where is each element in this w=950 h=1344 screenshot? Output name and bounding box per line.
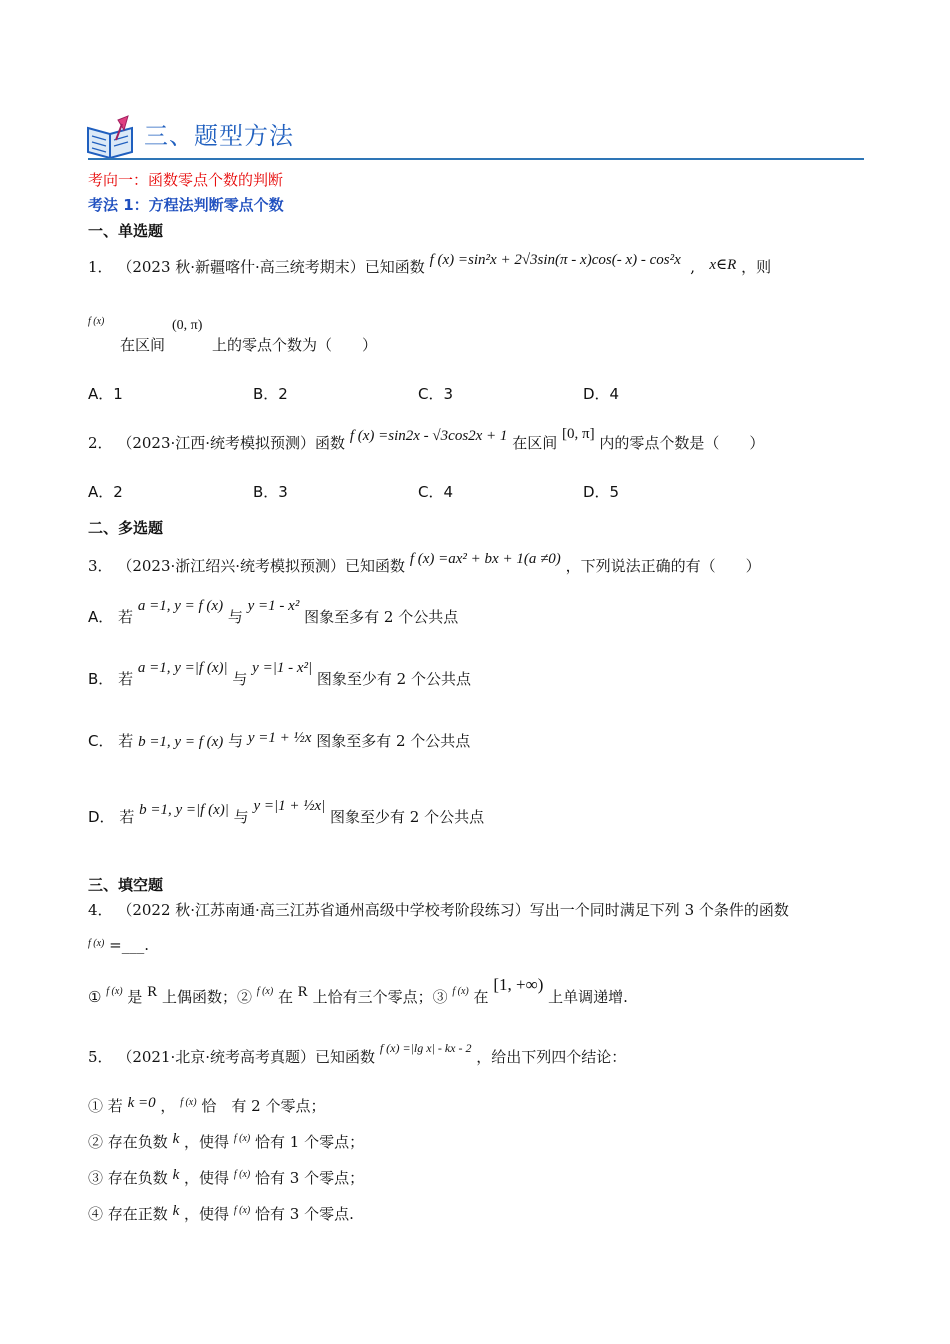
q1-option-b[interactable]: B．2 [253,385,288,403]
section-fill-in: 三、填空题 [88,876,164,894]
q3-option-c-post: 图象至多有 2 个公共点 [316,732,471,750]
question-1: 1． （2023 秋·新疆喀什·高三统考期末）已知函数 f (x) =sin²x + 2√3sin(π - x)cos(- x) - cos²x , x∈R ，则 [88,252,772,276]
q5-item-3 [88,1167,364,1188]
q4-cond3-fx: f (x) [452,986,469,997]
question-3 [88,551,761,576]
section-single-choice: 一、单选题 [88,222,164,240]
q3-option-b-post: 图象至少有 2 个公共点 [316,670,471,688]
q3-option-a[interactable] [88,598,459,627]
q3-option-d[interactable] [88,798,485,827]
q3-option-c-curve: y =1 + ½x [247,730,312,746]
q5-item-3-fx: f (x) [233,1169,251,1180]
q5-item-4-k: k [172,1203,180,1219]
q2-option-b[interactable]: B．3 [253,483,288,501]
q4-number: 4． [88,901,113,919]
section-multi-choice: 二、多选题 [88,519,164,537]
q3-option-c[interactable] [88,730,470,751]
q5-item-4 [88,1203,354,1224]
q5-item-1-k: k =0 [127,1095,156,1111]
header-divider [88,158,864,160]
q5-formula: f (x) =|lg x| - kx - 2 [379,1041,472,1055]
q2-option-a[interactable]: A．2 [88,483,123,501]
q3-option-d-letter: D． [88,808,115,826]
q5-item-1-mark: ① [88,1097,104,1115]
q2-interval: [0, π] [562,426,595,442]
q4-cond3-c: 上单调递增. [548,988,628,1006]
q1-tail: 上的零点个数为（ ） [212,336,378,354]
q4-cond2-fx: f (x) [256,986,274,997]
q5-item-3-post: 恰有 3 个零点； [255,1169,365,1187]
q3-option-d-mid: 与 [233,808,249,826]
question-1-line2b [120,334,165,355]
q4-cond2-c: 上恰有三个零点；③ [312,988,448,1006]
q1-mid: 在区间 [120,336,166,354]
q3-option-b-curve: y =|1 - x²| [252,660,313,676]
q2-tail: 内的零点个数是（ ） [599,434,765,452]
q3-formula: f (x) =ax² + bx + 1(a ≠0) [409,551,561,567]
q1-option-a[interactable]: A．1 [88,385,123,403]
q3-option-b-letter: B． [88,670,114,688]
q5-item-3-mark: ③ [88,1169,104,1187]
q5-number: 5． [88,1048,113,1066]
q3-tail: ，下列说法正确的有（ ） [565,557,761,575]
q1-option-d[interactable]: D．4 [583,385,620,403]
method-heading: 考法 1：方程法判断零点个数 [88,196,284,214]
q3-option-d-curve: y =|1 + ½x| [253,798,326,814]
q2-number: 2． [88,434,113,452]
q5-item-2 [88,1131,364,1152]
q1-domain: x∈R [709,257,737,273]
q5-item-4-sep: ，使得 [184,1205,230,1223]
q3-option-d-cond: b =1, y =|f (x)| [139,802,229,818]
q5-item-1 [88,1095,325,1116]
q3-option-b-mid: 与 [232,670,248,688]
q3-option-b[interactable] [88,660,471,689]
q5-item-3-pre: 存在负数 [107,1169,168,1187]
q1-interval: (0, π) [172,318,203,333]
question-2 [88,426,765,453]
q3-option-c-mid: 与 [228,732,244,750]
q5-item-2-post: 恰有 1 个零点； [255,1133,365,1151]
q3-option-b-pre: 若 [118,670,134,688]
q3-option-a-cond: a =1, y = f (x) [137,598,224,614]
q2-formula: f (x) =sin2x - √3cos2x + 1 [349,428,508,444]
q5-item-2-fx: f (x) [233,1133,251,1144]
q5-item-1-sep: ， [160,1097,176,1115]
question-4 [88,899,789,920]
q3-option-a-post: 图象至多有 2 个公共点 [304,608,459,626]
direction-heading: 考向一：函数零点个数的判断 [88,171,284,189]
q5-item-4-post: 恰有 3 个零点. [255,1205,354,1223]
q4-cond1-c: 上偶函数；② [162,988,253,1006]
question-1-line2 [88,318,104,336]
q5-item-2-k: k [172,1131,180,1147]
q3-option-a-curve: y =1 - x² [247,598,300,614]
q3-option-a-pre: 若 [118,608,134,626]
q5-item-2-sep: ，使得 [184,1133,230,1151]
question-5 [88,1041,627,1067]
q5-item-4-fx: f (x) [233,1205,251,1216]
q4-cond1-mark: ① [88,988,102,1006]
q1-source: （2023 秋·新疆喀什·高三统考期末）已知函数 [117,258,425,276]
q1-end: ，则 [741,258,772,276]
q5-tail: ，给出下列四个结论： [476,1048,627,1066]
q5-item-3-sep: ，使得 [184,1169,230,1187]
q3-number: 3． [88,557,113,575]
q4-cond1-a: 是 [127,988,143,1006]
q1-formula: f (x) =sin²x + 2√3sin(π - x)cos(- x) - cos²x [429,252,681,268]
q3-option-a-mid: 与 [227,608,243,626]
q4-source: （2022 秋·江苏南通·高三江苏省通州高级中学校考阶段练习）写出一个同时满足下列 3 个条件的函数 [117,901,789,919]
q1-number: 1． [88,258,113,276]
q4-cond2-r: R [297,984,308,1000]
q3-option-d-post: 图象至少有 2 个公共点 [330,808,485,826]
section-header [84,112,864,162]
q5-item-1-fx: f (x) [180,1097,197,1108]
q4-fx: f (x) [88,938,105,949]
q4-cond2-a: 在 [277,988,293,1006]
q3-source: （2023·浙江绍兴·统考模拟预测）已知函数 [117,557,406,575]
q2-option-c[interactable]: C．4 [418,483,454,501]
q3-option-c-pre: 若 [118,732,134,750]
q5-item-2-pre: 存在负数 [107,1133,168,1151]
section-title: 三、题型方法 [144,122,294,150]
q5-item-4-pre: 存在正数 [107,1205,168,1223]
q5-item-2-mark: ② [88,1133,104,1151]
q4-cond3-interval: [1, +∞) [493,975,544,994]
q4-cond1-r: R [147,984,158,1000]
q5-item-1-pre: 若 [107,1097,123,1115]
q2-option-d[interactable]: D．5 [583,483,620,501]
question-4-conditions [88,975,628,1007]
q2-mid: 在区间 [512,434,558,452]
q5-source: （2021·北京·统考高考真题）已知函数 [117,1048,376,1066]
q3-option-c-letter: C． [88,732,114,750]
q5-item-4-mark: ④ [88,1205,104,1223]
q4-cond1-fx: f (x) [106,986,123,997]
q3-option-b-cond: a =1, y =|f (x)| [137,660,228,676]
q4-blank[interactable]: =___. [109,936,150,954]
q2-source: （2023·江西·统考模拟预测）函数 [117,434,346,452]
q3-option-c-cond: b =1, y = f (x) [138,734,224,750]
book-icon [84,114,140,162]
q5-item-1-post: 恰 有 2 个零点； [201,1097,326,1115]
q1-option-c[interactable]: C．3 [418,385,454,403]
q1-fx: f (x) [88,316,105,327]
q5-item-3-k: k [172,1167,180,1183]
q4-cond3-a: 在 [473,988,489,1006]
q3-option-d-pre: 若 [119,808,135,826]
q3-option-a-letter: A． [88,608,114,626]
question-4-line2 [88,936,149,954]
